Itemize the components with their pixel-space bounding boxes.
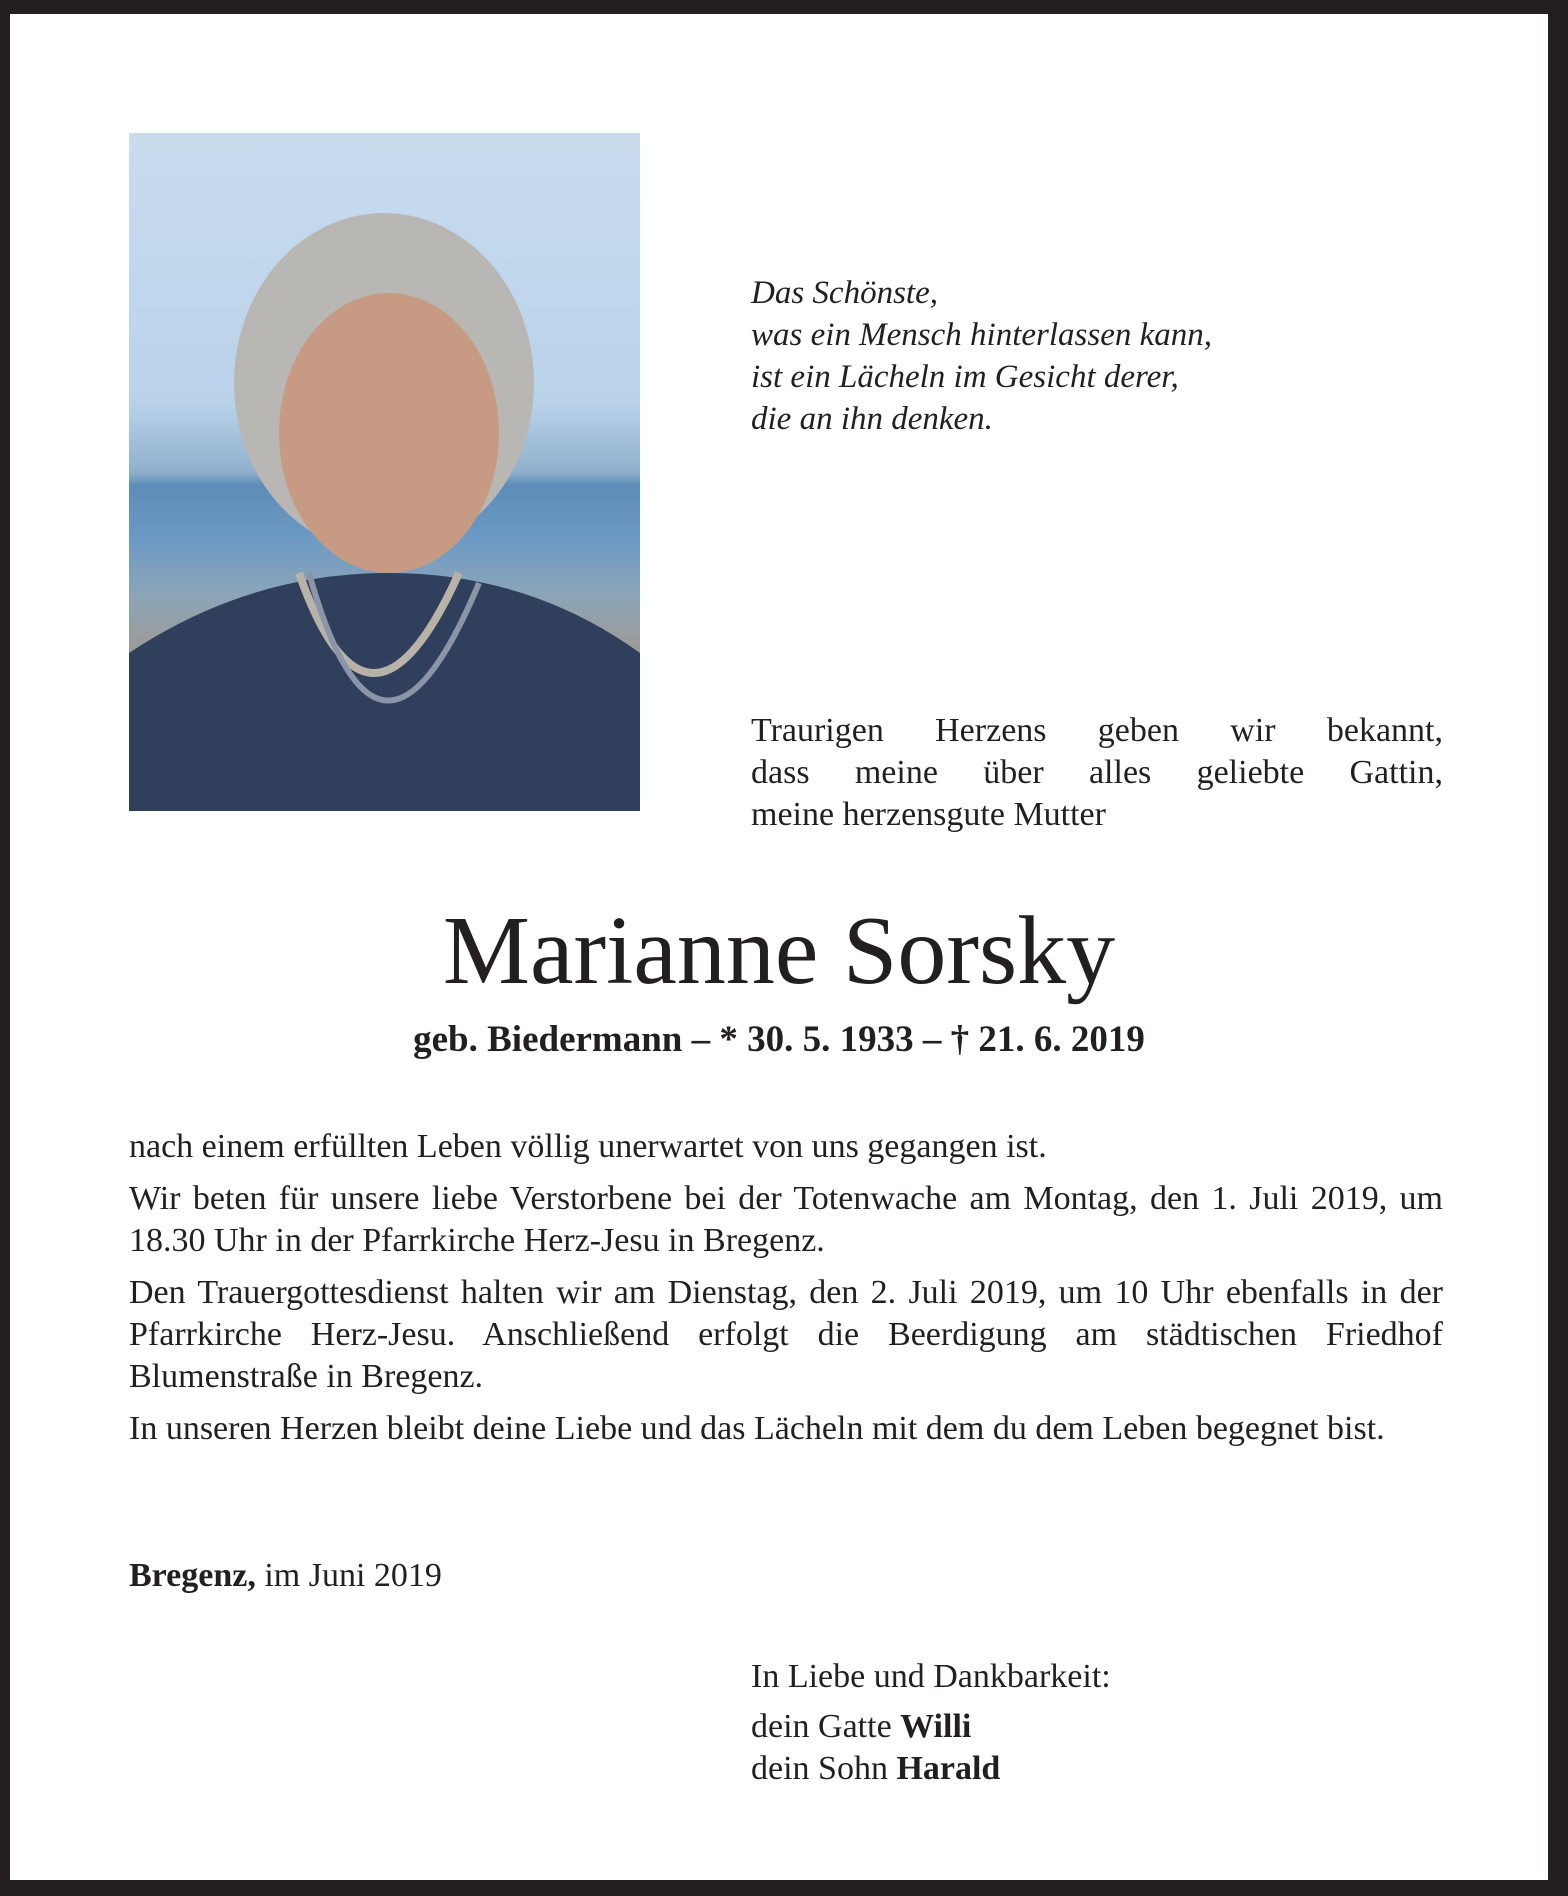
mourner-name: Willi [900,1708,972,1745]
mourner-relation: dein Sohn [751,1750,897,1787]
place-date-text: im Juni 2019 [255,1557,442,1594]
quote-line: Das Schönste, [751,275,938,311]
signature-block [751,1656,1111,1790]
quote-line: was ein Mensch hinterlassen kann, [751,317,1213,353]
quote-line: die an ihn denken. [751,401,993,437]
intro-line: Traurigen Herzens geben wir bekannt, [751,712,1443,749]
mourner-name: Harald [896,1750,1001,1787]
announcement-intro [751,710,1443,836]
memorial-quote [751,272,1212,440]
portrait-photo [129,133,640,811]
obituary-notice [10,14,1548,1880]
body-paragraph: Wir beten für unsere liebe Verstorbene bei der Totenwache am Montag, den 1. Juli 2019, um 18.30 Uhr in der Pfarrkirche Herz-Jesu in Bregenz. [129,1180,1443,1259]
intro-line: meine herzensgute Mutter [751,796,1106,833]
body-paragraph: nach einem erfüllten Leben völlig unerwartet von uns gegangen ist. [129,1128,1047,1165]
signature-heading: In Liebe und Dankbarkeit: [751,1658,1111,1695]
birth-death-dates: geb. Biedermann – * 30. 5. 1933 – † 21. 6. 2019 [413,1019,1145,1060]
body-paragraph: Den Trauergottesdienst halten wir am Dienstag, den 2. Juli 2019, um 10 Uhr ebenfalls in der Pfarrkirche Herz-Jesu. Anschließend erfolgt die Beerdigung am städtischen Friedhof Blumenstraße in Bregenz. [129,1274,1443,1395]
body-paragraph: In unseren Herzen bleibt deine Liebe und das Lächeln mit dem du dem Leben begegnet bist. [129,1410,1385,1447]
mourner [751,1706,1111,1748]
mourner [751,1748,1111,1790]
portrait-illustration [129,133,640,811]
deceased-name: Marianne Sorsky [442,897,1116,1005]
announcement-body [129,1126,1443,1460]
place-city: Bregenz, [129,1557,256,1594]
intro-line: dass meine über alles geliebte Gattin, [751,754,1443,791]
mourner-relation: dein Gatte [751,1708,901,1745]
place-date [129,1557,442,1595]
quote-line: ist ein Lächeln im Gesicht derer, [751,359,1179,395]
